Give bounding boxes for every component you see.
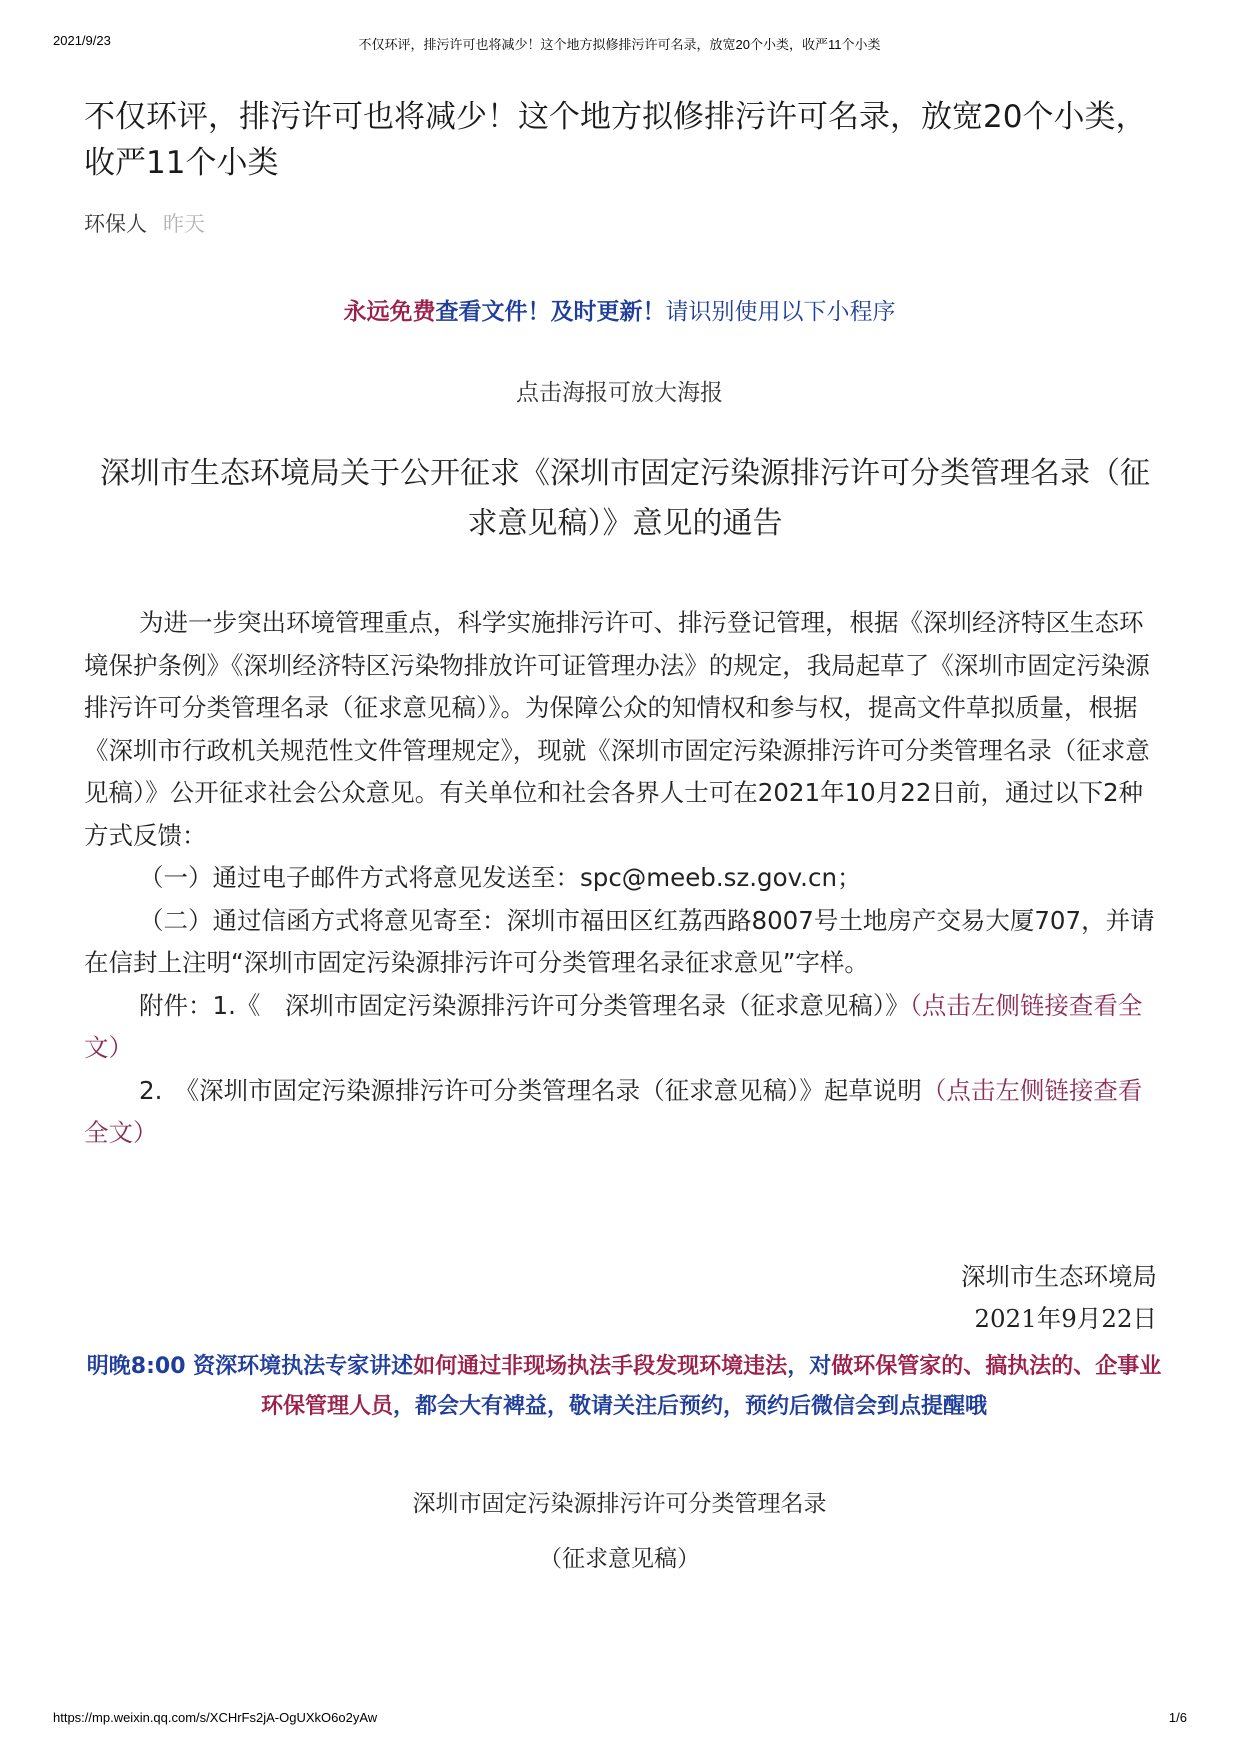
event-audience: 做环保管家的、搞执法的、企事业环保管理人员	[260, 1354, 1162, 1419]
attachment-1	[84, 985, 1164, 1070]
notice-title: 深圳市生态环境局关于公开征求《深圳市固定污染源排污许可分类管理名录（征求意见稿）》意见的通告	[100, 456, 1150, 541]
list-title: 深圳市固定污染源排污许可分类管理名录	[412, 1491, 827, 1517]
event-time: 明晚8:00 资深环境执法专家讲述	[86, 1354, 414, 1379]
event-topic: 如何通过非现场执法手段发现环境违法	[413, 1354, 788, 1379]
print-title: 不仅环评，排污许可也将减少！这个地方拟修排污许可名录，放宽20个小类，收严11个小类	[358, 37, 881, 52]
signer: 深圳市生态环境局	[961, 1262, 1157, 1291]
event-announcement	[84, 1347, 1164, 1427]
list-subtitle: （征求意见稿）	[539, 1546, 700, 1572]
publish-date: 昨天	[163, 212, 205, 236]
article-title: 不仅环评，排污许可也将减少！这个地方拟修排污许可名录，放宽20个小类，收严11个小类	[84, 99, 1147, 181]
attachment-1-link[interactable]: （点击左侧链接查看全文）	[84, 990, 1143, 1062]
signature-block	[961, 1256, 1157, 1340]
page-number: 1/6	[1168, 1710, 1187, 1725]
attachment-2	[84, 1070, 1164, 1155]
feedback-mail: （二）通过信函方式将意见寄至：深圳市福田区红荔西路8007号土地房产交易大厦707，并请在信封上注明“深圳市固定污染源排污许可分类管理名录征求意见”字样。	[84, 905, 1155, 977]
notice-body	[84, 602, 1164, 1155]
print-date: 2021/9/23	[53, 33, 111, 48]
notice-paragraph: 为进一步突出环境管理重点，科学实施排污许可、排污登记管理，根据《深圳经济特区生态环境保护条例》《深圳经济特区污染物排放许可证管理办法》的规定，我局起草了《深圳市固定污染源排污许可分类管理名录（征求意见稿）》。为保障公众的知情权和参与权，提高文件草拟质量，根据《深圳市行政机关规范性文件管理规定》，现就《深圳市固定污染源排污许可分类管理名录（征求意见稿）》公开征求社会公众意见。有关单位和社会各界人士可在2021年10月22日前，通过以下2种方式反馈：	[84, 608, 1150, 850]
event-text-1: ，对	[787, 1354, 832, 1379]
promo-miniprogram: 请识别使用以下小程序	[665, 299, 896, 325]
poster-hint: 点击海报可放大海报	[516, 380, 723, 406]
promo-banner	[0, 296, 1239, 328]
feedback-email: （一）通过电子邮件方式将意见发送至：spc@meeb.sz.gov.cn；	[139, 863, 862, 892]
attachment-1-title[interactable]: 附件：1.《 深圳市固定污染源排污许可分类管理名录（征求意见稿）》	[139, 990, 910, 1020]
promo-free: 永远免费	[343, 299, 436, 325]
attachment-2-title[interactable]: 2. 《深圳市固定污染源排污许可分类管理名录（征求意见稿）》起草说明	[139, 1075, 922, 1105]
attachment-2-link[interactable]: （点击左侧链接查看全文）	[84, 1075, 1143, 1147]
promo-update: 查看文件！及时更新！	[435, 299, 666, 325]
author-link[interactable]: 环保人	[84, 212, 147, 236]
print-url: https://mp.weixin.qq.com/s/XCHrFs2jA-OgUXkO6o2yAw	[53, 1710, 378, 1725]
event-text-2: ，都会大有裨益，敬请关注后预约，预约后微信会到点提醒哦	[393, 1394, 988, 1419]
sign-date: 2021年9月22日	[974, 1304, 1157, 1333]
article-meta	[84, 210, 205, 238]
